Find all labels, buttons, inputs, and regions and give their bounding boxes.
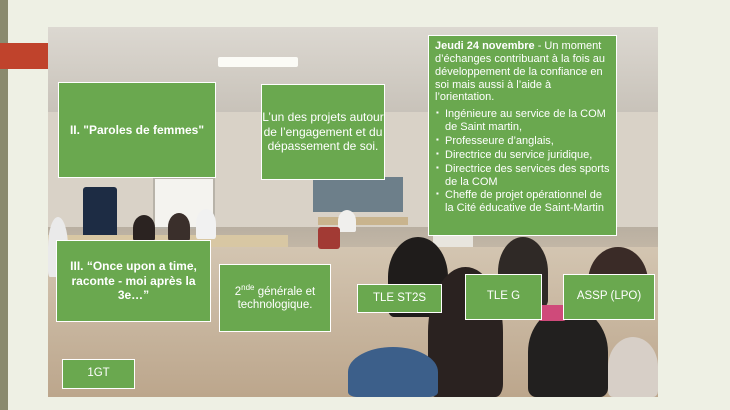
assp-label: ASSP (LPO) (576, 290, 642, 303)
list-item: ▪ Professeure d’anglais, (445, 135, 610, 148)
jeudi-24-novembre-box (428, 35, 617, 236)
photo-person (338, 210, 356, 232)
photo-table (318, 217, 408, 225)
tle-g-box (465, 274, 542, 320)
tle-st2s-label: TLE ST2S (372, 291, 427, 304)
1gt-label: 1GT (87, 367, 110, 380)
intervenantes-list (435, 108, 610, 215)
jeudi-date: Jeudi 24 novembre (435, 40, 535, 52)
once-title: III. “Once upon a time, raconte - moi après la 3e…” (70, 259, 197, 303)
once-upon-a-time-box (56, 240, 211, 322)
photo-person (133, 215, 155, 241)
projet-text: L’un des projets autour de l’engagement et du dépassement de soi. (262, 110, 384, 154)
seconde-number: 2 (234, 285, 242, 298)
ceiling-light (218, 57, 298, 67)
photo-window (313, 177, 403, 212)
accent-tab (0, 43, 48, 69)
paroles-de-femmes-box (58, 82, 216, 178)
paroles-title: II. "Paroles de femmes" (69, 122, 205, 137)
seconde-box (219, 264, 331, 332)
list-item: ▪ Ingénieure au service de la COM de Saint martin, (445, 108, 610, 134)
photo-person (168, 213, 190, 241)
jeudi-description: - Un moment d’échanges contribuant à la fois au développement de la confiance en soi mais aussi à l’aide à l’orientation. (435, 40, 606, 104)
photo-person (348, 347, 438, 397)
tle-g-label: TLE G (486, 290, 521, 303)
list-item: ▪ Cheffe de projet opérationnel de la Cité éducative de Saint-Martin (445, 189, 610, 215)
list-item: ▪ Directrice du service juridique, (445, 149, 610, 162)
seconde-label (220, 283, 330, 313)
seconde-superscript: nde (241, 282, 255, 292)
list-item: ▪ Directrice des services des sports de la COM (445, 163, 610, 189)
photo-speaker (83, 187, 117, 239)
tle-st2s-box (357, 284, 442, 313)
photo-person (608, 337, 658, 397)
jeudi-intro (435, 40, 610, 104)
photo-bag (538, 305, 566, 321)
photo-person (196, 209, 216, 239)
photo-chair (318, 227, 340, 249)
seconde-text: générale et technologique. (237, 285, 316, 312)
assp-box (563, 274, 655, 320)
projet-box (261, 84, 385, 180)
1gt-box (62, 359, 135, 389)
